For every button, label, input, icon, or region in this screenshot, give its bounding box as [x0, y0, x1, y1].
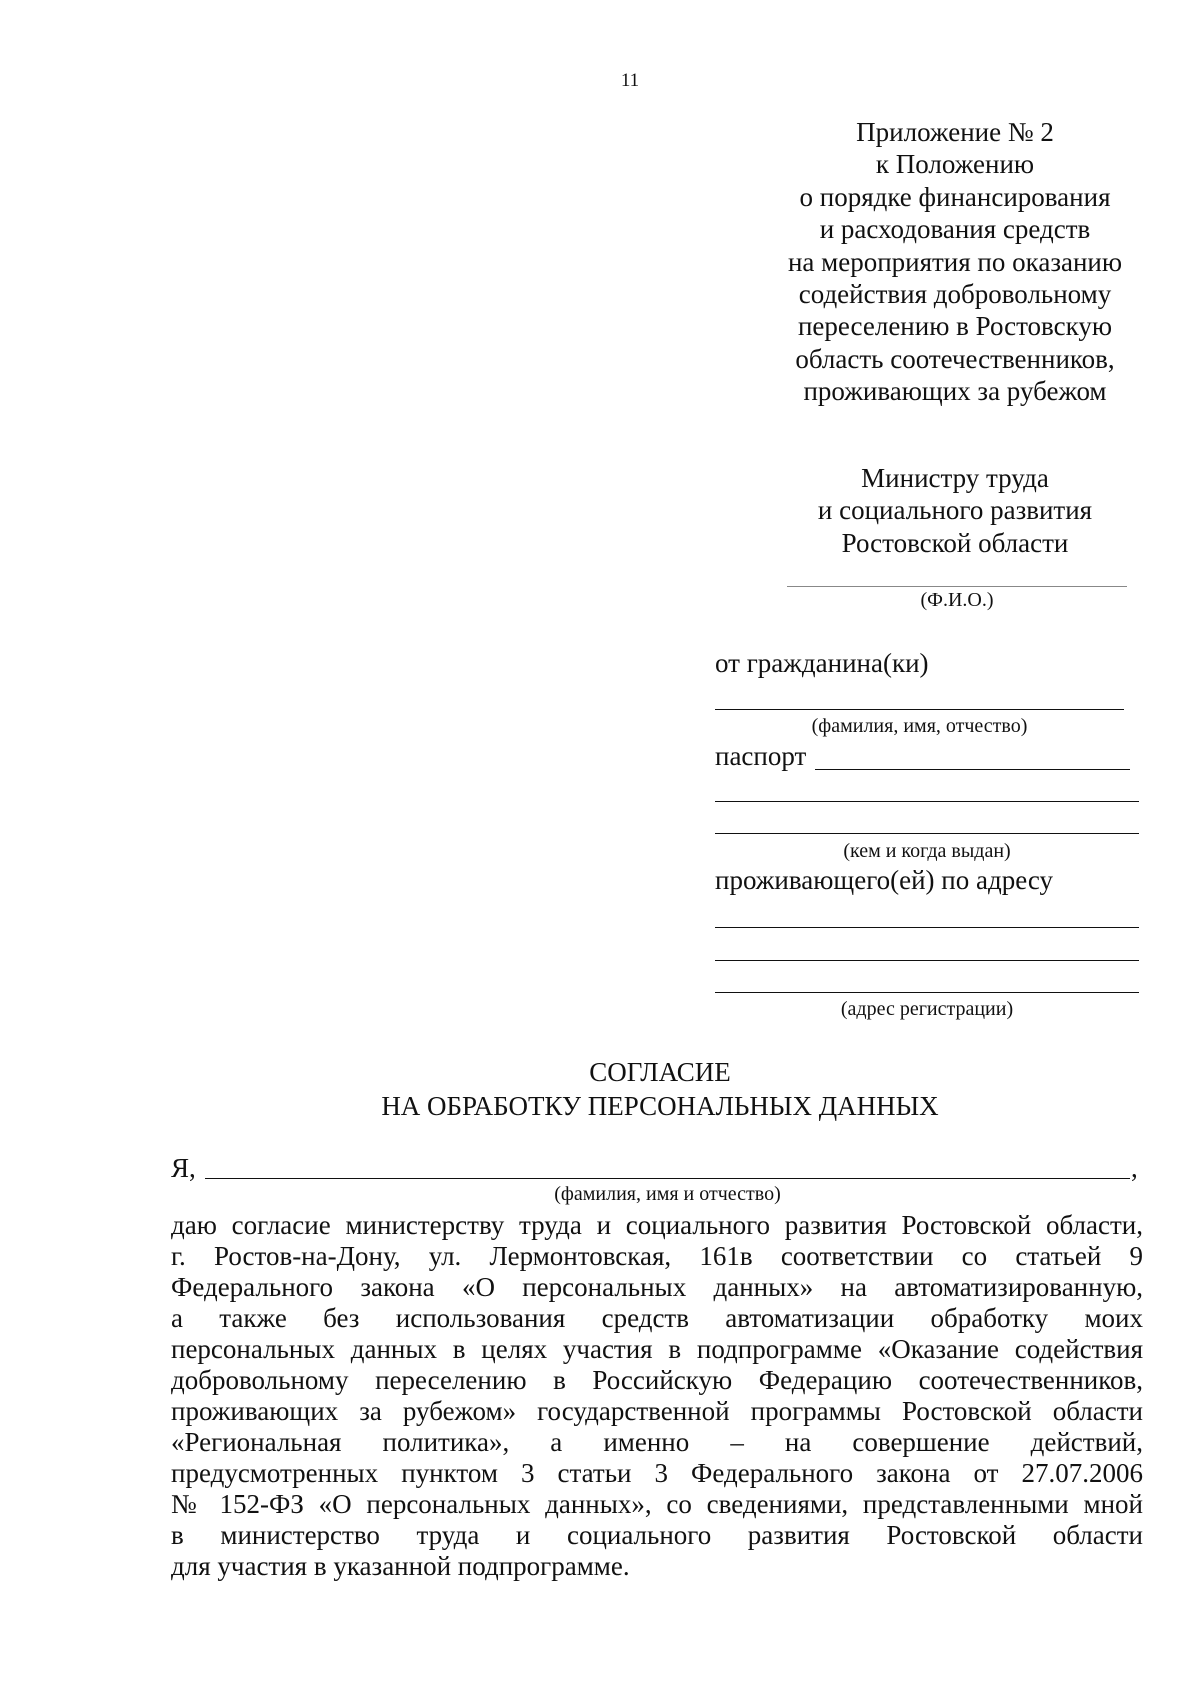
consent-body-line: Федерального закона «О персональных данных» на автоматизированную, — [171, 1272, 1143, 1302]
appendix-line: о порядке финансирования — [799, 181, 1111, 212]
address-label: проживающего(ей) по адресу — [715, 865, 1053, 895]
appendix-line: и расходования средств — [819, 214, 1091, 245]
title-line-2: НА ОБРАБОТКУ ПЕРСОНАЛЬНЫХ ДАННЫХ — [381, 1091, 939, 1121]
title-line-1: СОГЛАСИЕ — [589, 1057, 731, 1087]
consent-body-line: предусмотренных пунктом 3 статьи 3 Федерального закона от 27.07.2006 — [171, 1458, 1143, 1488]
appendix-line: область соотечественников, — [795, 343, 1115, 374]
appendix-line: к Положению — [875, 149, 1035, 180]
appendix-line: содействия добровольному — [798, 279, 1112, 310]
address-field-2[interactable] — [715, 960, 1139, 961]
applicant-name-field[interactable] — [715, 709, 1124, 710]
consent-name-caption: (фамилия, имя и отчество) — [554, 1183, 781, 1205]
consent-body-line: проживающих за рубежом» государственной программы Ростовской области — [171, 1396, 1143, 1426]
applicant-name-caption: (фамилия, имя, отчество) — [811, 715, 1028, 737]
passport-field-1[interactable] — [815, 769, 1130, 770]
passport-field-3[interactable] — [715, 833, 1139, 834]
consent-body-line: «Региональная политика», а именно – на совершение действий, — [171, 1427, 1143, 1457]
passport-field-2[interactable] — [715, 801, 1139, 802]
i-label: Я, — [171, 1153, 196, 1183]
consent-body-line: в министерство труда и социального развития Ростовской области — [171, 1520, 1143, 1550]
consent-body-line: г. Ростов-на-Дону, ул. Лермонтовская, 161в соответствии со статьей 9 — [171, 1241, 1143, 1271]
consent-body-line: даю согласие министерству труда и социального развития Ростовской области, — [171, 1210, 1143, 1240]
address-field-3[interactable] — [715, 992, 1139, 993]
page-number: 11 — [620, 70, 640, 91]
fio-underline[interactable] — [787, 586, 1127, 587]
addressee-line: Министру труда — [861, 463, 1049, 493]
appendix-line: Приложение № 2 — [856, 117, 1054, 147]
addressee-line: и социального развития — [817, 495, 1093, 526]
fio-caption: (Ф.И.О.) — [920, 589, 994, 611]
from-citizen-label: от гражданина(ки) — [715, 648, 929, 678]
consent-body-line: а также без использования средств автоматизации обработку моих — [171, 1303, 1143, 1333]
addressee-line: Ростовской области — [841, 527, 1069, 558]
address-field-1[interactable] — [715, 927, 1139, 928]
document-title — [160, 1055, 1160, 1123]
consent-body-line: добровольному переселению в Российскую Федерацию соотечественников, — [171, 1365, 1143, 1395]
passport-caption: (кем и когда выдан) — [843, 840, 1011, 862]
appendix-line: переселению в Ростовскую — [797, 311, 1113, 342]
addressee-block — [745, 462, 1165, 559]
consent-name-field[interactable] — [205, 1178, 1130, 1179]
appendix-header — [745, 116, 1165, 408]
consent-body-line: для участия в указанной подпрограмме. — [171, 1551, 630, 1581]
consent-body-line: персональных данных в целях участия в подпрограмме «Оказание содействия — [171, 1334, 1143, 1364]
address-caption: (адрес регистрации) — [840, 998, 1014, 1020]
passport-label: паспорт — [715, 741, 807, 771]
appendix-line: на мероприятия по оказанию — [787, 246, 1123, 277]
appendix-line: проживающих за рубежом — [803, 376, 1107, 407]
consent-body-line: № 152-ФЗ «О персональных данных», со сведениями, представленными мной — [171, 1489, 1143, 1519]
trailing-comma: , — [1131, 1153, 1138, 1183]
